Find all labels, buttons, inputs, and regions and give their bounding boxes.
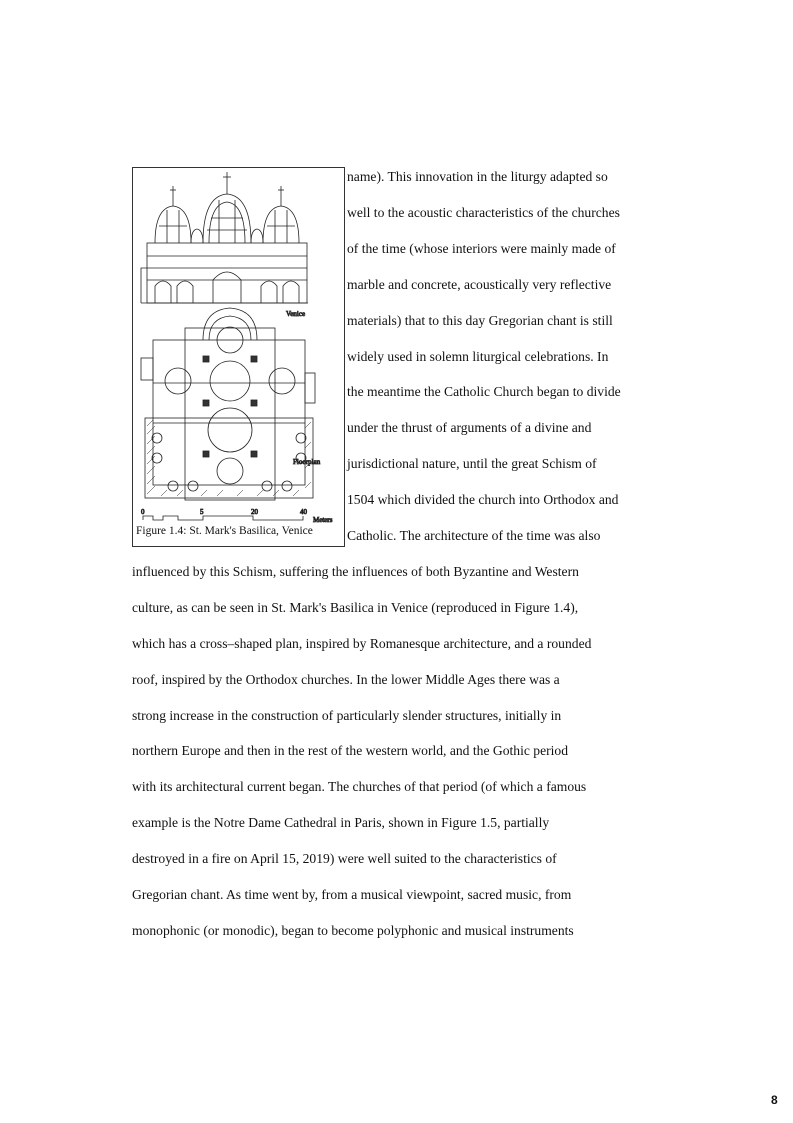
- body-text-line: northern Europe and then in the rest of the western world, and the Gothic period: [132, 743, 569, 759]
- page-number: 8: [771, 1093, 778, 1107]
- body-text-line: example is the Notre Dame Cathedral in Paris, shown in Figure 1.5, partially: [132, 815, 550, 831]
- body-text-line: Catholic. The architecture of the time was also: [347, 528, 601, 543]
- body-text-line: destroyed in a fire on April 15, 2019) were well suited to the characteristics of: [132, 851, 557, 867]
- body-text-line: of the time (whose interiors were mainly made of: [347, 240, 616, 256]
- scale-label-0: 0: [141, 508, 145, 516]
- scale-label-20: 20: [251, 508, 258, 516]
- body-text-line: jurisdictional nature, until the great Schism of: [347, 456, 597, 472]
- body-text-line: the meantime the Catholic Church began to divide: [347, 384, 621, 400]
- floorplan-label: Floorplan: [293, 458, 321, 466]
- scale-unit: Meters: [313, 516, 333, 524]
- body-text-line: strong increase in the construction of particularly slender structures, initially in: [132, 707, 562, 723]
- elevation-label: Venice: [286, 310, 306, 318]
- scale-bar: [143, 516, 303, 520]
- body-text-line: with its architectural current began. The churches of that period (of which a famous: [132, 779, 587, 795]
- body-text-line: name). This innovation in the liturgy adapted so: [347, 169, 608, 184]
- basilica-floorplan: [141, 308, 315, 500]
- body-text-line: influenced by this Schism, suffering the influences of both Byzantine and Western: [132, 563, 579, 579]
- figure-caption: Figure 1.4: St. Mark's Basilica, Venice: [136, 525, 313, 537]
- body-text-line: which has a cross–shaped plan, inspired by Romanesque architecture, and a rounded: [132, 635, 592, 651]
- scale-label-5: 5: [200, 508, 204, 516]
- body-text-line: 1504 which divided the church into Orthodox and: [347, 492, 619, 508]
- figure-st-marks-basilica: [132, 167, 345, 547]
- basilica-drawing: [133, 168, 346, 548]
- body-text-line: well to the acoustic characteristics of the churches: [347, 204, 620, 220]
- basilica-elevation: [141, 172, 308, 303]
- body-text-line: culture, as can be seen in St. Mark's Basilica in Venice (reproduced in Figure 1.4),: [132, 599, 579, 615]
- scale-label-40: 40: [300, 508, 307, 516]
- body-text-line: Gregorian chant. As time went by, from a musical viewpoint, sacred music, from: [132, 887, 572, 902]
- body-text-line: roof, inspired by the Orthodox churches. In the lower Middle Ages there was a: [132, 671, 560, 687]
- body-text-line: under the thrust of arguments of a divine and: [347, 420, 592, 436]
- body-text-line: widely used in solemn liturgical celebrations. In: [347, 348, 609, 364]
- body-text-line: monophonic (or monodic), began to become polyphonic and musical instruments: [132, 922, 574, 938]
- body-text-line: marble and concrete, acoustically very reflective: [347, 276, 612, 292]
- body-text-line: materials) that to this day Gregorian chant is still: [347, 312, 613, 328]
